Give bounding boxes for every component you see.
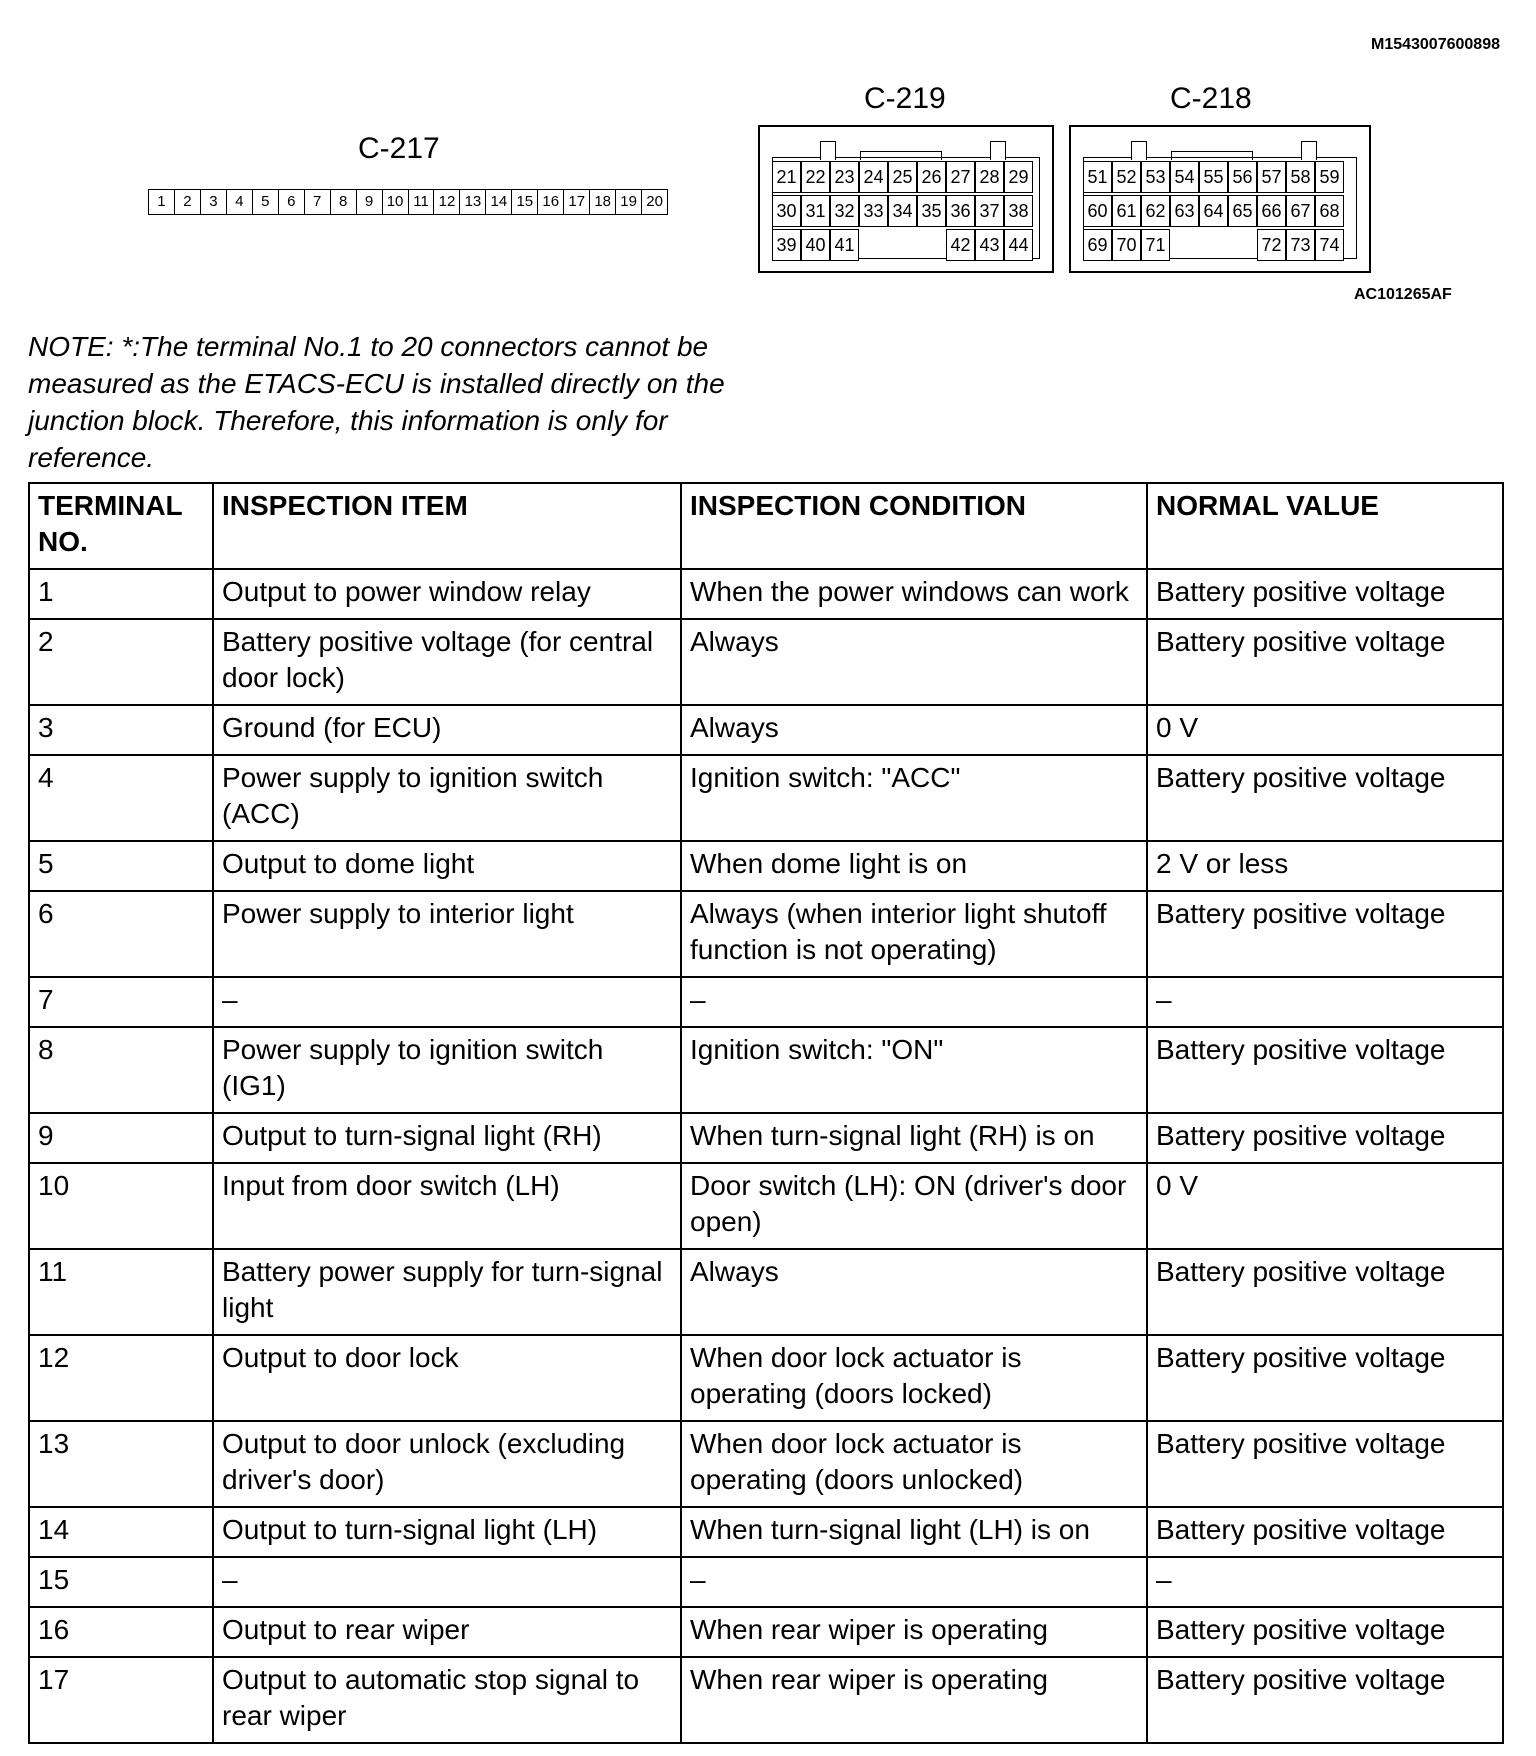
table-row — [29, 1421, 1503, 1507]
document-id: M1543007600898 — [1370, 36, 1500, 53]
cell-inspection-condition: When the power windows can work — [681, 569, 1147, 619]
cell-terminal-no: 8 — [29, 1027, 213, 1113]
connector-pin: 57 — [1257, 161, 1286, 193]
connector-pin: 72 — [1257, 229, 1286, 261]
cell-inspection-item: Output to turn-signal light (LH) — [213, 1507, 681, 1557]
connector-pin: 62 — [1141, 195, 1170, 227]
table-row — [29, 1163, 1503, 1249]
cell-terminal-no: 6 — [29, 891, 213, 977]
cell-terminal-no: 5 — [29, 841, 213, 891]
connector-latch-tab — [990, 141, 1006, 160]
connector-pin: 37 — [975, 195, 1004, 227]
connector-pin: 20 — [646, 193, 663, 210]
table-row — [29, 891, 1503, 977]
connector-pin: 74 — [1315, 229, 1344, 261]
header-terminal-no: TERMINAL NO. — [29, 483, 213, 569]
table-row — [29, 1113, 1503, 1163]
connector-pin: 63 — [1170, 195, 1199, 227]
cell-terminal-no: 11 — [29, 1249, 213, 1335]
connector-pin: 66 — [1257, 195, 1286, 227]
connector-pin: 65 — [1228, 195, 1257, 227]
cell-terminal-no: 12 — [29, 1335, 213, 1421]
cell-inspection-item: Battery power supply for turn-signal light — [213, 1249, 681, 1335]
cell-normal-value: 0 V — [1147, 705, 1503, 755]
connector-pin: 4 — [227, 190, 253, 214]
connector-pin: 59 — [1315, 161, 1344, 193]
cell-normal-value: Battery positive voltage — [1147, 1657, 1503, 1743]
cell-normal-value: Battery positive voltage — [1147, 1421, 1503, 1507]
cell-normal-value: – — [1147, 1557, 1503, 1607]
cell-inspection-condition: – — [681, 977, 1147, 1027]
connector-pin: 71 — [1141, 229, 1170, 261]
cell-terminal-no: 7 — [29, 977, 213, 1027]
cell-inspection-condition: Always — [681, 619, 1147, 705]
cell-inspection-item: Power supply to ignition switch (ACC) — [213, 755, 681, 841]
terminal-inspection-table — [28, 482, 1504, 1744]
connector-latch-tab — [1301, 141, 1317, 160]
connector-pin: 64 — [1199, 195, 1228, 227]
table-row — [29, 1507, 1503, 1557]
connector-pin: 26 — [917, 161, 946, 193]
cell-inspection-condition: When rear wiper is operating — [681, 1657, 1147, 1743]
cell-normal-value: – — [1147, 977, 1503, 1027]
connector-pin: 60 — [1083, 195, 1112, 227]
table-row — [29, 755, 1503, 841]
connector-pin: 16 — [538, 190, 564, 214]
connector-pin: 35 — [917, 195, 946, 227]
cell-inspection-condition: When dome light is on — [681, 841, 1147, 891]
cell-terminal-no: 10 — [29, 1163, 213, 1249]
connector-c217-diagram — [148, 189, 668, 215]
connector-pin: 2 — [175, 190, 201, 214]
cell-terminal-no: 9 — [29, 1113, 213, 1163]
header-inspection-condition: INSPECTION CONDITION — [681, 483, 1147, 569]
connector-c219-label: C-219 — [864, 82, 946, 115]
cell-normal-value: Battery positive voltage — [1147, 1507, 1503, 1557]
cell-terminal-no: 3 — [29, 705, 213, 755]
connector-pin: 28 — [975, 161, 1004, 193]
cell-inspection-condition: Always — [681, 1249, 1147, 1335]
connector-pin: 68 — [1315, 195, 1344, 227]
connector-pin: 21 — [772, 161, 801, 193]
connector-pin: 53 — [1141, 161, 1170, 193]
cell-normal-value: Battery positive voltage — [1147, 1607, 1503, 1657]
connector-pin: 7 — [305, 190, 331, 214]
cell-inspection-item: Ground (for ECU) — [213, 705, 681, 755]
connector-pin: 67 — [1286, 195, 1315, 227]
connector-pin: 19 — [616, 190, 642, 214]
connector-pin: 42 — [946, 229, 975, 261]
cell-inspection-condition: Always (when interior light shutoff function is not operating) — [681, 891, 1147, 977]
cell-inspection-item: Battery positive voltage (for central door lock) — [213, 619, 681, 705]
connector-pin: 9 — [357, 190, 383, 214]
cell-inspection-item: Input from door switch (LH) — [213, 1163, 681, 1249]
connector-pin: 5 — [253, 190, 279, 214]
connector-pin: 18 — [590, 190, 616, 214]
cell-normal-value: Battery positive voltage — [1147, 1113, 1503, 1163]
cell-normal-value: Battery positive voltage — [1147, 569, 1503, 619]
connector-pin: 38 — [1004, 195, 1033, 227]
connector-pin: 23 — [830, 161, 859, 193]
connector-pin: 10 — [383, 190, 409, 214]
cell-normal-value: Battery positive voltage — [1147, 755, 1503, 841]
table-header-row — [29, 483, 1503, 569]
cell-inspection-condition: When door lock actuator is operating (doors locked) — [681, 1335, 1147, 1421]
cell-inspection-condition: Always — [681, 705, 1147, 755]
connector-pin: 1 — [149, 190, 175, 214]
connector-pin: 34 — [888, 195, 917, 227]
connector-pin: 31 — [801, 195, 830, 227]
table-row — [29, 1335, 1503, 1421]
connector-c218-diagram — [1069, 125, 1371, 273]
connector-pin: 55 — [1199, 161, 1228, 193]
connector-pin: 58 — [1286, 161, 1315, 193]
cell-normal-value: Battery positive voltage — [1147, 891, 1503, 977]
connector-pin: 14 — [486, 190, 512, 214]
connector-pin: 70 — [1112, 229, 1141, 261]
cell-inspection-condition: Door switch (LH): ON (driver's door open) — [681, 1163, 1147, 1249]
connector-pin: 30 — [772, 195, 801, 227]
reference-note: NOTE: *:The terminal No.1 to 20 connectors cannot be measured as the ETACS-ECU is installed directly on the junction block. Therefore, this information is only for reference. — [28, 331, 725, 473]
header-inspection-item: INSPECTION ITEM — [213, 483, 681, 569]
connector-pin: 6 — [279, 190, 305, 214]
connector-pin: 44 — [1004, 229, 1033, 261]
cell-terminal-no: 15 — [29, 1557, 213, 1607]
cell-inspection-condition: Ignition switch: "ON" — [681, 1027, 1147, 1113]
connector-pin: 27 — [946, 161, 975, 193]
header-normal-value: NORMAL VALUE — [1147, 483, 1503, 569]
connector-key-ridge — [860, 151, 942, 160]
connector-pin: 54 — [1170, 161, 1199, 193]
cell-terminal-no: 16 — [29, 1607, 213, 1657]
connector-pin: 41 — [830, 229, 859, 261]
table-row — [29, 1249, 1503, 1335]
cell-inspection-item: Power supply to interior light — [213, 891, 681, 977]
cell-inspection-item: Output to power window relay — [213, 569, 681, 619]
cell-terminal-no: 1 — [29, 569, 213, 619]
table-row — [29, 1027, 1503, 1113]
connector-pin: 69 — [1083, 229, 1112, 261]
cell-inspection-condition: When turn-signal light (LH) is on — [681, 1507, 1147, 1557]
cell-inspection-condition: – — [681, 1557, 1147, 1607]
cell-terminal-no: 13 — [29, 1421, 213, 1507]
cell-terminal-no: 2 — [29, 619, 213, 705]
connector-pin: 32 — [830, 195, 859, 227]
cell-inspection-item: Power supply to ignition switch (IG1) — [213, 1027, 681, 1113]
cell-normal-value: Battery positive voltage — [1147, 619, 1503, 705]
cell-inspection-item: Output to rear wiper — [213, 1607, 681, 1657]
connector-latch-tab — [820, 141, 836, 160]
cell-normal-value: 0 V — [1147, 1163, 1503, 1249]
cell-terminal-no: 14 — [29, 1507, 213, 1557]
connector-pin: 15 — [512, 190, 538, 214]
table-row — [29, 619, 1503, 705]
connector-pin: 56 — [1228, 161, 1257, 193]
cell-inspection-condition: When rear wiper is operating — [681, 1607, 1147, 1657]
connector-c218-label: C-218 — [1170, 82, 1252, 115]
cell-normal-value: 2 V or less — [1147, 841, 1503, 891]
connector-pin: 36 — [946, 195, 975, 227]
figure-id: AC101265AF — [1354, 286, 1452, 303]
connector-pin: 52 — [1112, 161, 1141, 193]
connector-pin: 43 — [975, 229, 1004, 261]
table-row — [29, 841, 1503, 891]
cell-inspection-item: Output to automatic stop signal to rear wiper — [213, 1657, 681, 1743]
cell-inspection-item: Output to turn-signal light (RH) — [213, 1113, 681, 1163]
connector-pin: 73 — [1286, 229, 1315, 261]
connector-pin: 33 — [859, 195, 888, 227]
cell-inspection-condition: When turn-signal light (RH) is on — [681, 1113, 1147, 1163]
cell-inspection-item: Output to door lock — [213, 1335, 681, 1421]
cell-normal-value: Battery positive voltage — [1147, 1027, 1503, 1113]
table-row — [29, 705, 1503, 755]
connector-pin: 25 — [888, 161, 917, 193]
connector-pin: 13 — [460, 190, 486, 214]
connector-pin: 17 — [564, 190, 590, 214]
cell-inspection-item: – — [213, 1557, 681, 1607]
table-row — [29, 1657, 1503, 1743]
table-row — [29, 1607, 1503, 1657]
cell-terminal-no: 17 — [29, 1657, 213, 1743]
cell-inspection-item: – — [213, 977, 681, 1027]
cell-inspection-condition: Ignition switch: "ACC" — [681, 755, 1147, 841]
connector-latch-tab — [1131, 141, 1147, 160]
connector-pin: 3 — [201, 190, 227, 214]
connector-pin: 11 — [409, 190, 435, 214]
table-row — [29, 1557, 1503, 1607]
connector-c219-diagram — [758, 125, 1054, 273]
connector-pin: 8 — [331, 190, 357, 214]
table-row — [29, 977, 1503, 1027]
cell-normal-value: Battery positive voltage — [1147, 1249, 1503, 1335]
connector-pin: 61 — [1112, 195, 1141, 227]
cell-inspection-item: Output to door unlock (excluding driver's door) — [213, 1421, 681, 1507]
cell-inspection-condition: When door lock actuator is operating (doors unlocked) — [681, 1421, 1147, 1507]
cell-terminal-no: 4 — [29, 755, 213, 841]
cell-normal-value: Battery positive voltage — [1147, 1335, 1503, 1421]
table-row — [29, 569, 1503, 619]
cell-inspection-item: Output to dome light — [213, 841, 681, 891]
connector-pin: 22 — [801, 161, 830, 193]
connector-pin: 12 — [434, 190, 460, 214]
connector-key-ridge — [1171, 151, 1253, 160]
connector-pin: 39 — [772, 229, 801, 261]
connector-pin: 24 — [859, 161, 888, 193]
connector-c217-label: C-217 — [358, 132, 440, 165]
connector-pin: 40 — [801, 229, 830, 261]
connector-pin: 51 — [1083, 161, 1112, 193]
connector-pin: 29 — [1004, 161, 1033, 193]
